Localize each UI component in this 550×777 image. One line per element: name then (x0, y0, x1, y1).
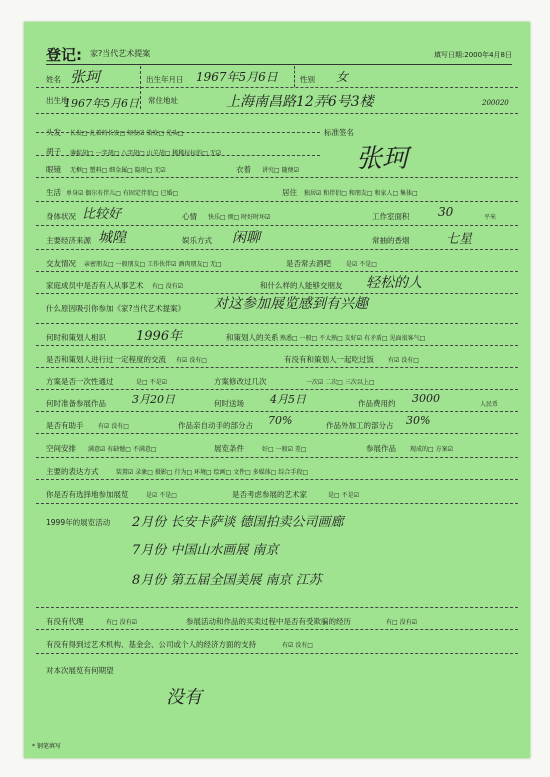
relation-options: 熟悉□ 一般□ 不太熟□ 友好☑ 有矛盾□ 见面很客气□ (280, 335, 426, 342)
row-glasses (36, 156, 518, 178)
clothes-options: 讲究□ 随便☑ (262, 167, 299, 174)
family-label: 家庭成员中是否有人从事艺术 (46, 281, 144, 290)
agent-options: 有□ 没有☑ (106, 619, 137, 626)
gender-label: 性别 (300, 75, 315, 84)
row-income (36, 225, 518, 250)
agent-label: 有没有代理 (46, 617, 84, 626)
row-friends (36, 249, 518, 272)
row-health (36, 201, 518, 226)
birthplace-value: 1967年5月6日 (64, 97, 139, 110)
form-header (32, 36, 522, 66)
partic-options: 现成的□ 方案☑ (410, 446, 453, 453)
plan-label: 方案是否一次性通过 (46, 377, 114, 386)
row-plan (36, 367, 518, 390)
self-label: 作品亲自动手的部分占 (178, 421, 253, 430)
row-space (36, 433, 518, 458)
exhibitions-label: 1999年的展览活动 (46, 518, 111, 527)
leisure-label: 娱乐方式 (182, 236, 212, 245)
assistant-options: 有☑ 没有□ (98, 423, 129, 430)
partner-label: 和什么样的人能够交朋友 (260, 281, 343, 290)
row-reason (36, 293, 518, 324)
signature-value: 张珂 (356, 144, 409, 174)
restrict-label: 参展活动和作品的买卖过程中是否有受欺骗的经历 (186, 617, 351, 626)
cond-options: 好□ 一般☑ 差□ (262, 446, 307, 453)
exhibition-entry: 2月份 长安卡萨谈 德国拍卖公司画廊 (132, 515, 344, 530)
glasses-label: 眼镜 (46, 165, 61, 174)
revise-label: 方案修改过几次 (214, 377, 267, 386)
hair-label: 头发 (46, 128, 61, 137)
row-express (36, 457, 518, 480)
assistant-label: 是否有助手 (46, 421, 84, 430)
cost-label: 作品费用约 (358, 399, 396, 408)
friends-label: 交友情况 (46, 259, 76, 268)
clothes-label: 衣着 (236, 165, 251, 174)
prepare-value: 3月20日 (132, 393, 175, 406)
support-options: 有☑ 没有□ (282, 642, 313, 649)
row-choose (36, 479, 518, 504)
residence-label: 居住 (282, 188, 297, 197)
mood-options: 快乐□ 烦□ 时好时坏☑ (208, 214, 271, 221)
express-label: 主要的表达方式 (46, 467, 99, 476)
header-divider (46, 64, 512, 65)
choose-label: 你是否有选择地参加展览 (46, 490, 129, 499)
revise-options: 一次☑ 二次□ 三次以上□ (306, 379, 375, 386)
divider (36, 132, 320, 133)
beard-label: 胡子 (46, 147, 61, 156)
row-family (36, 271, 518, 294)
studio-value: 30 (438, 205, 454, 219)
cond-label: 展览条件 (214, 444, 244, 453)
choose-options: 是☑ 不是□ (146, 492, 177, 499)
footer-note: * 钢笔填写 (32, 743, 61, 750)
row-expectation (36, 653, 518, 733)
meet-value: 1996年 (136, 329, 183, 344)
support-label: 有没有得到过艺术机构、基金会、公司或个人的经济方面的支持 (46, 640, 256, 649)
studio-label: 工作室面积 (372, 212, 410, 221)
expectation-value: 没有 (166, 687, 202, 708)
expectation-label: 对本次展览有何期望 (46, 666, 114, 675)
registration-form (24, 22, 530, 758)
beard-options: 薄髭胡□ 一字胡□ 八字胡□ 山羊胡□ 稀稀拉拉的□ 无☑ (70, 150, 222, 157)
glasses-options: 无框□ 塑料□ 细金属□ 隐形□ 无☑ (70, 167, 166, 174)
family-options: 有□ 没有☑ (152, 283, 183, 290)
fill-date: 填写日期:2000年4月8日 (433, 51, 512, 59)
row-assistant (36, 411, 518, 434)
arrive-label: 何时送场 (214, 399, 244, 408)
signature-label: 标准签名 (324, 128, 354, 137)
name-value: 张珂 (70, 68, 101, 86)
self-value: 70% (268, 414, 293, 427)
life-label: 生活 (46, 188, 61, 197)
outsource-value: 30% (406, 414, 431, 427)
reason-label: 什么原因吸引你参加《家?当代艺术提案》 (46, 304, 185, 313)
exhibition-entry: 8月份 第五届全国美展 南京 江苏 (132, 573, 322, 588)
arrive-value: 4月5日 (270, 393, 306, 406)
income-label: 主要经济来源 (46, 236, 91, 245)
residence-options: 独居☑ 和伴侣□ 和朋友□ 和家人□ 集体□ (304, 190, 418, 197)
address-value: 上海南昌路12弄6号3楼 (226, 94, 374, 110)
row-name (36, 66, 518, 88)
hair-options: 长发□ 扎着的长发□ 短发☑ 染发□ 光头□ (70, 130, 184, 137)
exchange-label: 是否和策划人进行过一定程度的交流 (46, 355, 166, 364)
exchange-options: 有☑ 没有□ (176, 357, 207, 364)
dinner-label: 有没有和策划人一起吃过饭 (284, 355, 374, 364)
cigarette-label: 常抽的香烟 (372, 236, 410, 245)
drink-label: 是否常去酒吧 (286, 259, 331, 268)
row-prepare (36, 389, 518, 412)
space-options: 满意☑ 有缺憾□ 不满意□ (88, 446, 157, 453)
dinner-options: 有☑ 没有□ (388, 357, 419, 364)
studio-unit: 平米 (484, 214, 497, 221)
life-options: 单身☑ 偶尔有伴儿□ 有固定伴侣□ 已婚□ (66, 190, 179, 197)
row-meet (36, 323, 518, 346)
health-value: 比较好 (82, 207, 122, 222)
leisure-value: 闲聊 (232, 230, 260, 246)
divider (294, 66, 295, 87)
outsource-label: 作品外加工的部分占 (326, 421, 394, 430)
partner-value: 轻松的人 (366, 275, 422, 291)
meet-label: 何时和策划人相识 (46, 333, 106, 342)
row-birthplace (36, 87, 518, 114)
reason-value: 对这参加展览感到有兴趣 (214, 296, 368, 312)
consider-options: 是□ 不是☑ (328, 492, 359, 499)
row-exchange (36, 345, 518, 368)
row-support (36, 629, 518, 654)
friends-options: 亲密朋友□ 一般朋友□ 工作伙伴☑ 酒肉朋友□ 无□ (84, 261, 222, 268)
birthplace-label: 出生地 (46, 96, 69, 105)
relation-label: 和策划人的关系 (226, 333, 279, 342)
income-value: 城隍 (98, 230, 126, 246)
birthdate-value: 1967年5月6日 (196, 70, 278, 84)
form-subtitle: 家?当代艺术提案 (90, 49, 151, 58)
cost-unit: 人民币 (480, 401, 499, 408)
gender-value: 女 (336, 70, 349, 84)
drink-options: 是☑ 不是□ (346, 261, 377, 268)
address-zip: 200020 (482, 99, 509, 107)
address-label: 常住地址 (148, 96, 178, 105)
name-label: 姓名 (46, 75, 61, 84)
mood-label: 心情 (182, 212, 197, 221)
row-exhibitions (36, 503, 518, 608)
plan-options: 是□ 不是☑ (136, 379, 167, 386)
row-life (36, 177, 518, 202)
form-title: 登记: (46, 46, 82, 64)
express-options: 装置☑ 录象□ 摄影□ 行为□ 环境□ 绘画□ 文件□ 多媒体□ 综合手段□ (116, 469, 308, 476)
partic-label: 参展作品 (366, 444, 396, 453)
consider-label: 是否考虑参展的艺术家 (232, 490, 307, 499)
space-label: 空间安排 (46, 444, 76, 453)
cost-value: 3000 (412, 392, 440, 405)
health-label: 身体状况 (46, 212, 76, 221)
prepare-label: 何时准备参展作品 (46, 399, 106, 408)
exhibition-entry: 7月份 中国山水画展 南京 (132, 543, 279, 558)
restrict-options: 有□ 没有☑ (386, 619, 417, 626)
row-agent (36, 607, 518, 630)
cigarette-value: 七星 (446, 232, 473, 247)
birthdate-label: 出生年月日 (146, 75, 184, 84)
